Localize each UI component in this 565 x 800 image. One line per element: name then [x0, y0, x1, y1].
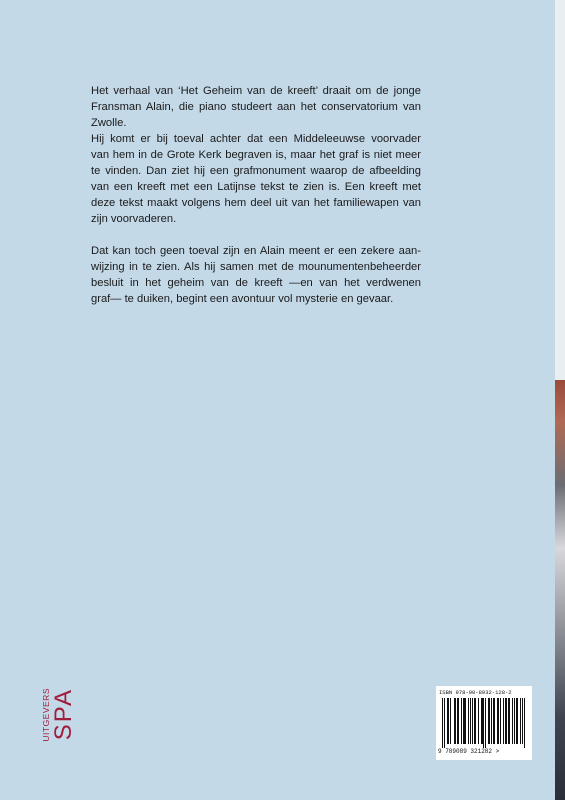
barcode-bar	[482, 698, 483, 744]
barcode-bar	[470, 698, 471, 744]
blurb-line: Dat kan toch geen toeval zijn en Alain meent er een zekere aan-	[91, 245, 421, 257]
barcode-bar	[517, 698, 518, 744]
barcode-bar	[483, 698, 484, 748]
barcode-bar	[458, 698, 459, 744]
barcode-bar	[463, 698, 464, 744]
barcode-bar	[447, 698, 448, 744]
barcode-bar	[493, 698, 494, 744]
barcode-bar	[524, 698, 525, 748]
barcode-bar	[516, 698, 517, 744]
barcode-bar	[509, 698, 510, 744]
barcode-bar	[522, 698, 523, 744]
isbn-label: ISBN 978-90-8932-128-2	[439, 689, 512, 696]
barcode-bar	[503, 698, 504, 744]
barcode-bar	[442, 698, 443, 748]
barcode-bar	[520, 698, 521, 744]
blurb-line: graf— te duiken, begint een avontuur vol mysterie en gevaar.	[91, 293, 394, 305]
publisher-subtext: UITGEVERS	[41, 688, 51, 742]
barcode-bar	[474, 698, 475, 744]
blurb-line: Fransman Alain, die piano studeert aan het conservatorium van	[91, 101, 421, 113]
blurb-line: Zwolle.	[91, 117, 127, 129]
barcode-bar	[465, 698, 466, 744]
barcode-bar	[478, 698, 479, 744]
barcode-bar	[497, 698, 498, 744]
barcode-bar	[494, 698, 495, 744]
blurb-line: te vinden. Dan ziet hij een grafmonument waarop de afbeelding	[91, 165, 421, 177]
barcode-bar	[500, 698, 501, 744]
blurb-line: van een kreeft met een Latijnse tekst te zien is. Een kreeft met	[91, 181, 421, 193]
barcode-bar	[485, 698, 486, 748]
blurb-line: wijzing in te zien. Als hij samen met de mounumentenbeheerder	[91, 261, 421, 273]
barcode-bar	[455, 698, 456, 744]
barcode-bar	[505, 698, 506, 744]
barcode-bar	[457, 698, 458, 744]
blurb-text	[91, 83, 421, 323]
blurb-paragraph-1	[91, 83, 421, 227]
barcode-bar	[489, 698, 490, 744]
barcode-bar	[461, 698, 462, 744]
blurb-line: Hij komt er bij toeval achter dat een Middeleeuwse voorvader	[91, 133, 421, 145]
barcode-bars	[442, 698, 526, 748]
barcode-bar	[491, 698, 492, 744]
cover-edge-illustration	[555, 380, 565, 800]
blurb-line: besluit in het geheim van de kreeft —en van het verdwenen	[91, 277, 421, 289]
barcode-bar	[464, 698, 465, 744]
blurb-line: deze tekst maakt volgens hem deel uit van het familiewapen van	[91, 197, 421, 209]
blurb-paragraph-2	[91, 243, 421, 307]
publisher-logo	[40, 688, 90, 778]
barcode-bar	[498, 698, 499, 744]
blurb-line: zijn voorvaderen.	[91, 213, 177, 225]
barcode-bar	[512, 698, 513, 744]
barcode-bar	[448, 698, 449, 744]
barcode-bar	[450, 698, 451, 744]
barcode-bar	[514, 698, 515, 744]
barcode-bar	[488, 698, 489, 744]
barcode-bar	[481, 698, 482, 744]
blurb-line: van hem in de Grote Kerk begraven is, maar het graf is niet meer	[91, 149, 421, 161]
blurb-line: Het verhaal van ‘Het Geheim van de kreeft’ draait om de jonge	[91, 85, 421, 97]
barcode-bar	[468, 698, 469, 744]
barcode-digits: 9 789089 321282 >	[438, 748, 500, 755]
publisher-name: SPA	[50, 688, 77, 741]
barcode-bar	[472, 698, 473, 744]
barcode-bar	[444, 698, 445, 748]
barcode-bar	[454, 698, 455, 744]
barcode-bar	[475, 698, 476, 744]
barcode-bar	[508, 698, 509, 744]
barcode-bar	[506, 698, 507, 744]
isbn-barcode	[436, 686, 532, 760]
